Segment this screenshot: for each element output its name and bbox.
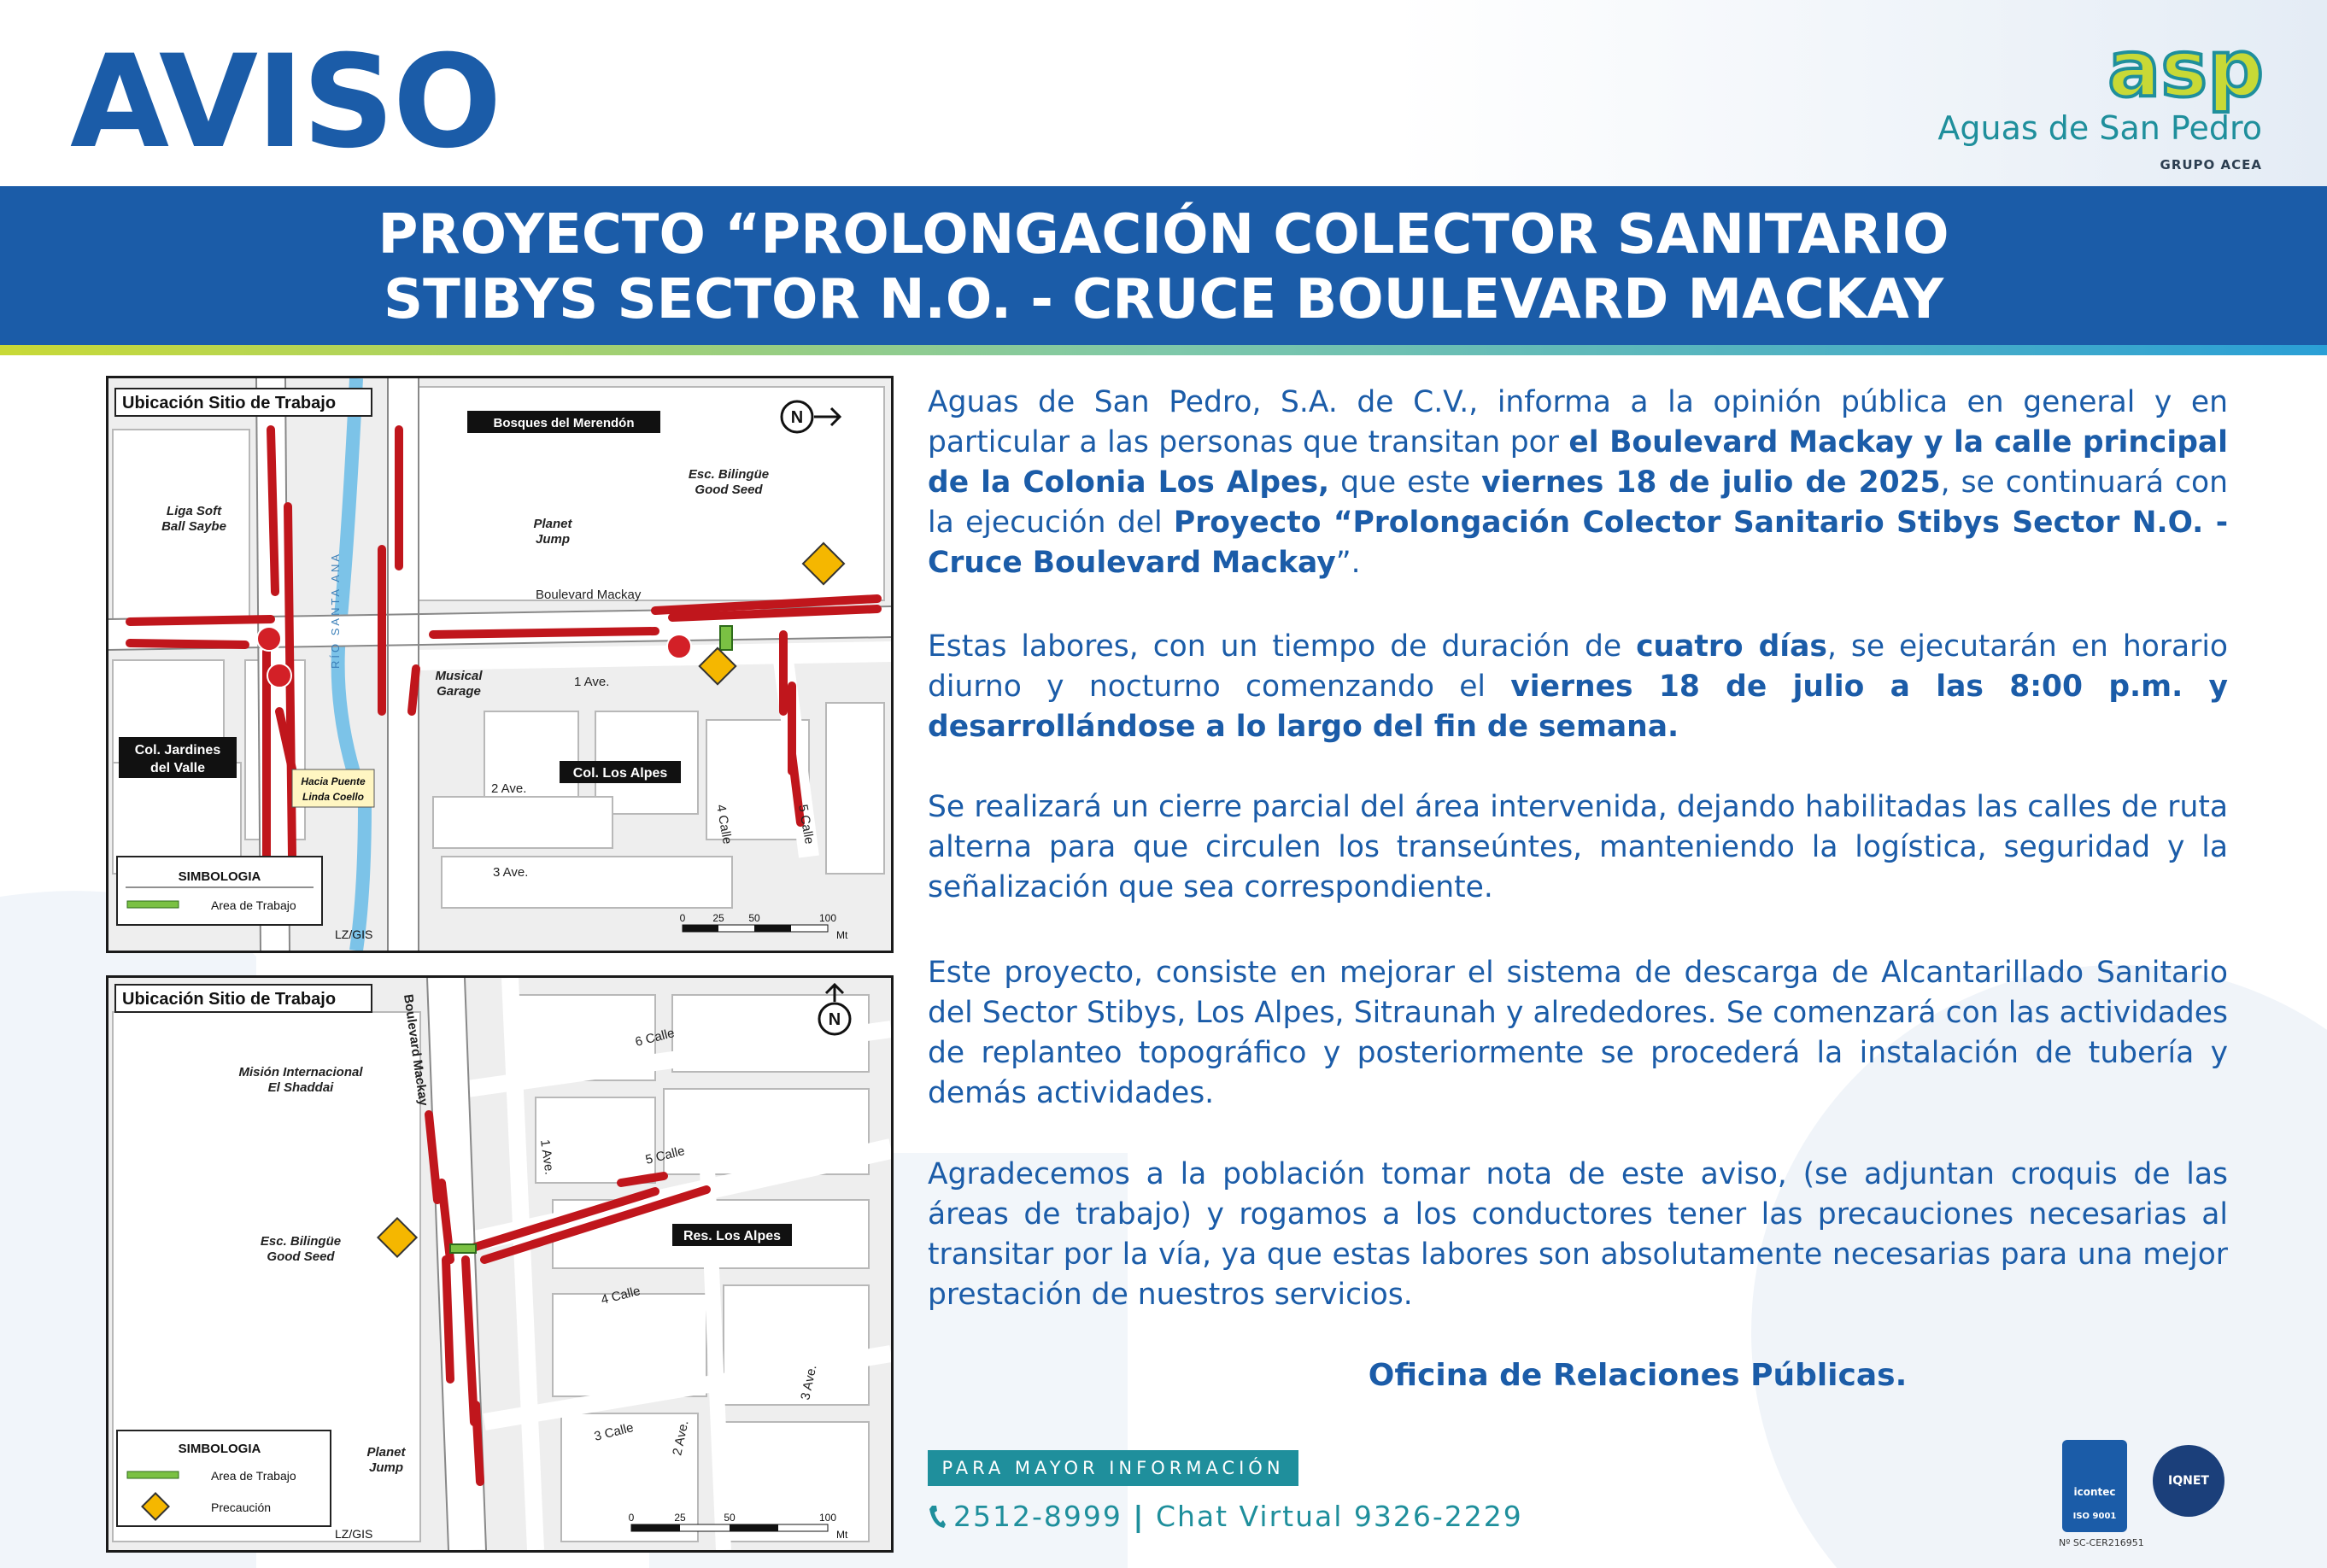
iqnet-certification-logo [2153,1445,2224,1517]
work-area-marker [450,1244,476,1253]
map-2-canvas [108,978,891,1550]
label-boulevard: Boulevard Mackay [401,993,431,1108]
label-res-alpes: Res. Los Alpes [683,1229,782,1243]
signature: Oficina de Relaciones Públicas. [1368,1358,1908,1393]
svg-text:25: 25 [674,1512,686,1524]
text-run: , se continuará con la ejecución del [928,465,2228,540]
svg-text:Mt: Mt [836,1529,848,1541]
label-ave1: 1 Ave. [537,1138,557,1176]
label-calle4: 4 Calle [599,1284,642,1308]
text-run: Estas labores, con un tiempo de duración de [928,629,1637,664]
text-run: Proyecto “Prolongación Colector Sanitario Stibys Sector N.O. - Cruce Boulevard Mackay [928,506,2229,580]
paragraph-4 [928,953,2228,1114]
aviso-heading: AVISO [70,28,501,177]
map-2 [106,975,894,1553]
cert2-name: IQNET [2168,1474,2209,1488]
info-label: PARA MAYOR INFORMACIÓN [928,1450,1298,1486]
map-2-credit: LZ/GIS [335,1527,373,1541]
label-ave2: 2 Ave. [491,781,527,796]
text-run: , se ejecutarán en horario diurno y nocturno comenzando el [928,629,2229,704]
paragraph-2 [928,627,2228,747]
label-calle5: 5 Calle [643,1144,687,1167]
map-1-credit: LZ/GIS [335,927,373,941]
label-musical-1: Musical [435,669,483,683]
label-boulevard: Boulevard Mackay [536,588,642,602]
legend-area-trabajo: Area de Trabajo [211,898,296,912]
legend-area-trabajo: Area de Trabajo [211,1469,296,1483]
map-1 [106,376,894,953]
phone-icon [928,1504,947,1530]
label-liga-1: Liga Soft [166,504,222,518]
logo-group: GRUPO ACEA [2160,157,2262,173]
north-label: N [828,1010,841,1029]
svg-text:100: 100 [818,912,837,924]
map-1-canvas [108,378,891,951]
label-ave3: 3 Ave. [493,865,529,880]
legend-title: SIMBOLOGIA [178,869,261,884]
legend-title: SIMBOLOGIA [178,1442,261,1456]
cert1-name: icontec [2073,1486,2116,1498]
map-1-title: Ubicación Sitio de Trabajo [122,394,337,412]
logo-mark: asp [2107,26,2264,114]
paragraph-3 [928,787,2228,908]
text-run: Se realizará un cierre parcial del área intervenida, dejando habilitadas las calles de ruta alterna para que circulen los transeúntes, manteniendo la logística, seguridad y la señalización que sea correspondiente. [928,790,2228,904]
label-jardines-1: Col. Jardines [134,743,221,758]
banner-title-line-2: STIBYS SECTOR N.O. - CRUCE BOULEVARD MACKAY [383,268,1944,331]
text-run: que este [1329,465,1482,500]
contact-line [928,1500,1523,1533]
label-esc-2: Good Seed [267,1249,335,1264]
asp-logo [1914,26,2272,179]
north-label: N [790,408,804,427]
label-esc-1: Esc. Bilingüe [688,467,770,482]
text-run: viernes 18 de julio a las 8:00 p.m. y desarrollándose a lo largo del fin de semana. [928,670,2229,744]
label-bosques: Bosques del Merendón [493,416,635,430]
label-planet-1: Planet [533,517,572,531]
text-run: Este proyecto, consiste en mejorar el sistema de descarga de Alcantarillado Sanitario del Sector Stibys, Los Alpes, Sitraunah y alrededores. Se comenzará con las actividades de replanteo topográfico y posteriormente se procederá la instalación de tubería y demás actividades. [928,956,2228,1110]
logo-name: Aguas de San Pedro [1937,109,2262,147]
label-esc-1: Esc. Bilingüe [260,1234,342,1249]
label-liga-2: Ball Saybe [161,519,226,534]
svg-text:Mt: Mt [836,929,848,941]
banner-gradient-line [0,345,2327,355]
paragraph-5 [928,1155,2228,1315]
label-calle3: 3 Calle [592,1420,636,1444]
work-area-marker [720,626,732,650]
svg-text:50: 50 [724,1512,736,1524]
label-ave3: 3 Ave. [798,1363,820,1401]
cert1-iso: ISO 9001 [2072,1512,2117,1521]
phone-number[interactable]: 2512-8999 [953,1500,1122,1533]
text-run: cuatro días [1636,629,1827,664]
contact-separator: | [1133,1500,1146,1533]
label-mision-1: Misión Internacional [238,1065,363,1079]
svg-text:0: 0 [679,912,686,924]
label-calle5: 5 Calle [795,803,817,845]
text-run: el Boulevard Mackay y la calle principal de la Colonia Los Alpes, [928,425,2229,500]
label-planet-2: Jump [535,532,571,547]
label-ave2: 2 Ave. [670,1419,692,1457]
text-run: viernes 18 de julio de 2025 [1481,465,1941,500]
banner-title-line-1: PROYECTO “PROLONGACIÓN COLECTOR SANITARIO [378,203,1949,266]
text-run: Agradecemos a la población tomar nota de este aviso, (se adjuntan croquis de las áreas de trabajo) y rogamos a los conductores tener las precauciones necesarias al transitar por la vía, ya que estas labores son absolutamente necesarias para una mejor prestación de nuestros servicios. [928,1157,2228,1312]
label-calle6: 6 Calle [633,1026,677,1050]
svg-text:50: 50 [748,912,760,924]
svg-text:100: 100 [818,1512,837,1524]
svg-text:25: 25 [712,912,724,924]
cert-code: Nº SC-CER216951 [2059,1537,2144,1548]
label-calle4: 4 Calle [713,803,735,845]
chat-virtual[interactable]: Chat Virtual 9326-2229 [1155,1500,1523,1533]
label-jardines-2: del Valle [149,761,206,775]
map-2-title: Ubicación Sitio de Trabajo [122,990,337,1009]
legend-precaucion: Precaución [211,1501,272,1514]
label-esc-2: Good Seed [695,483,763,497]
text-run: Aguas de San Pedro, S.A. de C.V., informa a la opinión pública en general y en particular a las personas que transitan por [928,385,2228,459]
label-puente-1: Hacia Puente [301,775,366,787]
label-alpes: Col. Los Alpes [572,766,668,781]
label-mision-2: El Shaddai [267,1080,334,1095]
svg-text:0: 0 [628,1512,635,1524]
label-ave1: 1 Ave. [574,675,610,689]
icontec-certification-logo [2062,1440,2127,1532]
label-musical-2: Garage [437,684,481,699]
label-puente-2: Linda Coello [302,791,364,803]
paragraph-1 [928,383,2228,583]
label-planet-2: Jump [368,1460,404,1475]
label-planet-1: Planet [366,1445,406,1460]
text-run: ”. [1335,546,1361,580]
label-rio: RÍO SANTA ANA [329,551,342,669]
